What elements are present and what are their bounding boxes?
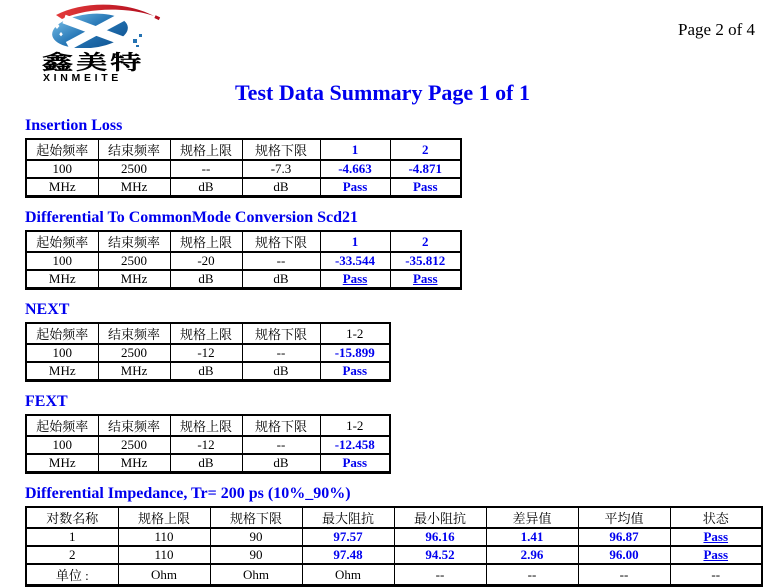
table-cell: -7.3 bbox=[242, 160, 320, 178]
table-header-row bbox=[26, 415, 390, 436]
table-cell: 100 bbox=[26, 436, 98, 454]
table-cell: 单位 : bbox=[26, 564, 118, 586]
section-heading: Differential To CommonMode Conversion Scd21 bbox=[25, 209, 359, 226]
column-header: 差异值 bbox=[486, 507, 578, 528]
table-cell: 2500 bbox=[98, 252, 170, 270]
column-header: 1 bbox=[320, 139, 390, 160]
table-cell: dB bbox=[170, 454, 242, 473]
scd21-table bbox=[25, 230, 462, 290]
table-header-row bbox=[26, 507, 762, 528]
section-next bbox=[25, 301, 765, 382]
column-header: 起始频率 bbox=[26, 231, 98, 252]
table-cell: 1 bbox=[26, 528, 118, 546]
section-heading: FEXT bbox=[25, 393, 68, 410]
table-cell: MHz bbox=[26, 270, 98, 289]
table-cell: 97.48 bbox=[302, 546, 394, 564]
table-cell: Ohm bbox=[118, 564, 210, 586]
table-cell: Pass bbox=[390, 178, 461, 197]
table-row bbox=[26, 344, 390, 362]
table-row bbox=[26, 528, 762, 546]
column-header: 规格下限 bbox=[242, 323, 320, 344]
table-row bbox=[26, 160, 461, 178]
column-header: 1-2 bbox=[320, 323, 390, 344]
table-header-row bbox=[26, 231, 461, 252]
table-cell: 90 bbox=[210, 546, 302, 564]
table-cell: -- bbox=[578, 564, 670, 586]
table-cell: Pass bbox=[670, 546, 762, 564]
table-cell: 96.87 bbox=[578, 528, 670, 546]
logo-chinese-name: 鑫美特 bbox=[42, 52, 145, 74]
column-header: 起始频率 bbox=[26, 415, 98, 436]
column-header: 1-2 bbox=[320, 415, 390, 436]
table-cell: MHz bbox=[98, 362, 170, 381]
table-cell: Pass bbox=[320, 362, 390, 381]
column-header: 2 bbox=[390, 139, 461, 160]
table-cell: Pass bbox=[320, 270, 390, 289]
table-cell: 110 bbox=[118, 546, 210, 564]
table-cell: 100 bbox=[26, 344, 98, 362]
table-cell: -4.871 bbox=[390, 160, 461, 178]
column-header: 规格上限 bbox=[170, 231, 242, 252]
table-cell: -12 bbox=[170, 344, 242, 362]
next-table bbox=[25, 322, 391, 382]
table-cell: dB bbox=[170, 270, 242, 289]
table-cell: dB bbox=[242, 362, 320, 381]
column-header: 2 bbox=[390, 231, 461, 252]
insertion-loss-table bbox=[25, 138, 462, 198]
table-cell: -- bbox=[170, 160, 242, 178]
column-header: 起始频率 bbox=[26, 323, 98, 344]
column-header: 结束频率 bbox=[98, 231, 170, 252]
table-cell: -12 bbox=[170, 436, 242, 454]
table-cell: 1.41 bbox=[486, 528, 578, 546]
table-row bbox=[26, 178, 461, 197]
table-cell: dB bbox=[242, 270, 320, 289]
table-cell: -35.812 bbox=[390, 252, 461, 270]
section-insertion-loss bbox=[25, 117, 765, 198]
table-cell: Pass bbox=[320, 178, 390, 197]
page-title: Test Data Summary Page 1 of 1 bbox=[235, 80, 530, 105]
section-scd21 bbox=[25, 209, 765, 290]
table-cell: -33.544 bbox=[320, 252, 390, 270]
section-fext bbox=[25, 393, 765, 474]
column-header: 规格上限 bbox=[170, 323, 242, 344]
table-cell: Pass bbox=[670, 528, 762, 546]
table-row bbox=[26, 270, 461, 289]
column-header: 状态 bbox=[670, 507, 762, 528]
page-number: Page 2 of 4 bbox=[678, 20, 755, 39]
table-row bbox=[26, 362, 390, 381]
table-cell: MHz bbox=[98, 270, 170, 289]
column-header: 1 bbox=[320, 231, 390, 252]
table-cell: 100 bbox=[26, 252, 98, 270]
table-cell: 100 bbox=[26, 160, 98, 178]
table-cell: 94.52 bbox=[394, 546, 486, 564]
section-heading: NEXT bbox=[25, 301, 70, 318]
column-header: 规格上限 bbox=[170, 415, 242, 436]
table-cell: dB bbox=[242, 178, 320, 197]
column-header: 结束频率 bbox=[98, 415, 170, 436]
table-cell: MHz bbox=[98, 178, 170, 197]
table-cell: MHz bbox=[26, 454, 98, 473]
table-cell: -15.899 bbox=[320, 344, 390, 362]
table-header-row bbox=[26, 139, 461, 160]
section-impedance bbox=[25, 485, 765, 587]
table-cell: 96.00 bbox=[578, 546, 670, 564]
table-cell: 97.57 bbox=[302, 528, 394, 546]
column-header: 对数名称 bbox=[26, 507, 118, 528]
column-header: 最小阻抗 bbox=[394, 507, 486, 528]
logo-emblem-icon bbox=[30, 4, 180, 48]
table-cell: dB bbox=[242, 454, 320, 473]
fext-table bbox=[25, 414, 391, 474]
company-logo bbox=[30, 4, 190, 84]
column-header: 规格下限 bbox=[242, 231, 320, 252]
table-cell: 90 bbox=[210, 528, 302, 546]
table-cell: Ohm bbox=[302, 564, 394, 586]
impedance-table bbox=[25, 506, 763, 587]
logo-english-name: XINMEITE bbox=[43, 73, 122, 84]
table-cell: -- bbox=[242, 344, 320, 362]
table-cell: 2500 bbox=[98, 344, 170, 362]
column-header: 起始频率 bbox=[26, 139, 98, 160]
column-header: 规格下限 bbox=[242, 415, 320, 436]
table-cell: Ohm bbox=[210, 564, 302, 586]
table-cell: MHz bbox=[98, 454, 170, 473]
table-cell: 2500 bbox=[98, 436, 170, 454]
column-header: 结束频率 bbox=[98, 139, 170, 160]
column-header: 最大阻抗 bbox=[302, 507, 394, 528]
table-cell: MHz bbox=[26, 178, 98, 197]
page-header bbox=[0, 0, 765, 84]
table-cell: 110 bbox=[118, 528, 210, 546]
table-cell: 2500 bbox=[98, 160, 170, 178]
table-cell: 2.96 bbox=[486, 546, 578, 564]
table-cell: 96.16 bbox=[394, 528, 486, 546]
table-cell: -12.458 bbox=[320, 436, 390, 454]
column-header: 规格下限 bbox=[210, 507, 302, 528]
table-cell: 2 bbox=[26, 546, 118, 564]
table-row bbox=[26, 564, 762, 586]
section-heading: Differential Impedance, Tr= 200 ps (10%_90%) bbox=[25, 485, 351, 502]
table-cell: Pass bbox=[390, 270, 461, 289]
table-cell: -- bbox=[670, 564, 762, 586]
table-row bbox=[26, 436, 390, 454]
table-row bbox=[26, 252, 461, 270]
table-cell: -- bbox=[394, 564, 486, 586]
table-row bbox=[26, 454, 390, 473]
table-cell: -- bbox=[242, 436, 320, 454]
table-header-row bbox=[26, 323, 390, 344]
table-cell: Pass bbox=[320, 454, 390, 473]
table-cell: -4.663 bbox=[320, 160, 390, 178]
section-heading: Insertion Loss bbox=[25, 117, 123, 134]
table-cell: -- bbox=[242, 252, 320, 270]
column-header: 规格上限 bbox=[170, 139, 242, 160]
table-cell: dB bbox=[170, 178, 242, 197]
table-cell: -- bbox=[486, 564, 578, 586]
column-header: 规格下限 bbox=[242, 139, 320, 160]
column-header: 结束频率 bbox=[98, 323, 170, 344]
table-cell: dB bbox=[170, 362, 242, 381]
table-cell: -20 bbox=[170, 252, 242, 270]
table-row bbox=[26, 546, 762, 564]
column-header: 平均值 bbox=[578, 507, 670, 528]
column-header: 规格上限 bbox=[118, 507, 210, 528]
table-cell: MHz bbox=[26, 362, 98, 381]
